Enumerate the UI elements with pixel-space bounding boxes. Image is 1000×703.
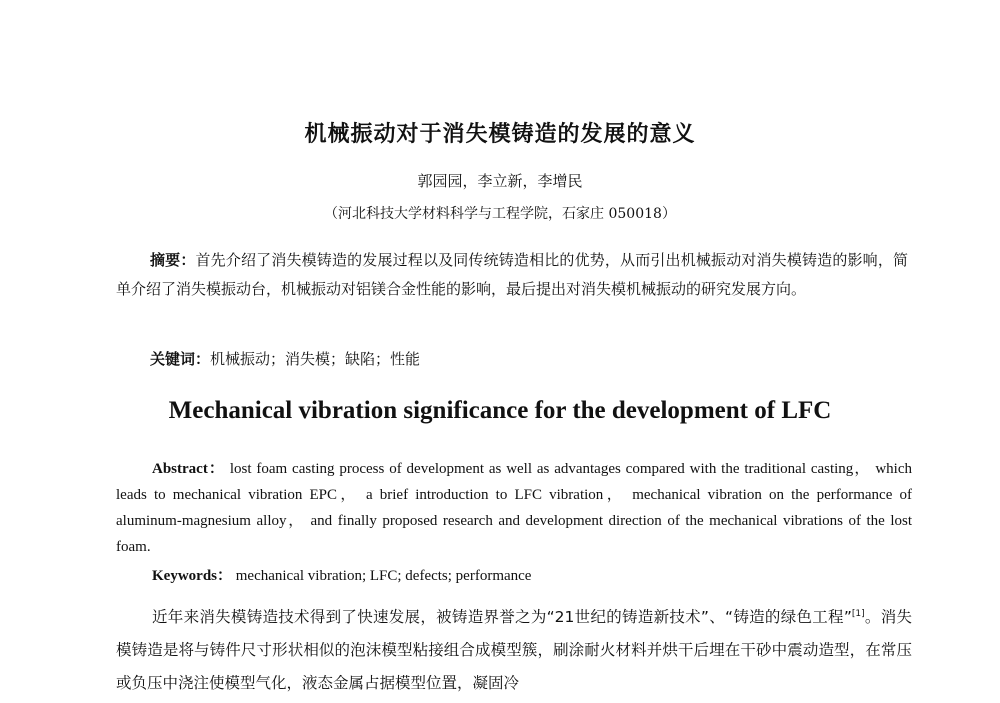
- english-abstract-text: lost foam casting process of development as well as advantages compared with the traditional casting， which leads to mechanical vibration EPC， a brief introduction to LFC vibration， mechanical vibration on the performance of aluminum-magnesium alloy， and finally proposed research and development direction of the mechanical vibrations of the lost foam.: [116, 461, 912, 555]
- chinese-abstract-text: 首先介绍了消失模铸造的发展过程以及同传统铸造相比的优势，从而引出机械振动对消失模铸造的影响，简单介绍了消失模振动台，机械振动对铝镁合金性能的影响，最后提出对消失模机械振动的研究发展方向。: [116, 251, 908, 298]
- body-text-part2: 。消失模铸造是将与铸件尺寸形状相似的泡沫模型粘接组合成模型簇，刷涂耐火材料并烘干后埋在干砂中震动造型，在常压或负压中浇注使模型气化，液态金属占据模型位置，凝固冷: [116, 608, 912, 693]
- body-text-part1: 近年来消失模铸造技术得到了快速发展，被铸造界誉之为“21世纪的铸造新技术”、“铸造的绿色工程”: [152, 608, 852, 627]
- authors: 郭园园，李立新，李增民: [417, 172, 583, 190]
- body-paragraph: [116, 598, 912, 700]
- affiliation: （河北科技大学材料科学与工程学院，石家庄 050018）: [324, 206, 676, 222]
- chinese-abstract-label: 摘要：: [150, 251, 196, 269]
- english-title: Mechanical vibration significance for the development of LFC: [168, 397, 832, 424]
- chinese-keywords-text: 机械振动；消失模；缺陷；性能: [210, 350, 421, 368]
- english-keywords: [152, 564, 912, 585]
- citation-reference: [1]: [851, 609, 865, 619]
- chinese-title: 机械振动对于消失模铸造的发展的意义: [304, 122, 696, 147]
- english-abstract: [116, 456, 912, 560]
- english-keywords-text: mechanical vibration; LFC; defects; performance: [232, 568, 532, 584]
- chinese-keywords: [150, 348, 910, 369]
- english-keywords-label: Keywords：: [152, 568, 232, 584]
- chinese-keywords-label: 关键词：: [150, 350, 211, 368]
- chinese-abstract: [116, 246, 908, 304]
- english-abstract-label: Abstract：: [152, 461, 226, 477]
